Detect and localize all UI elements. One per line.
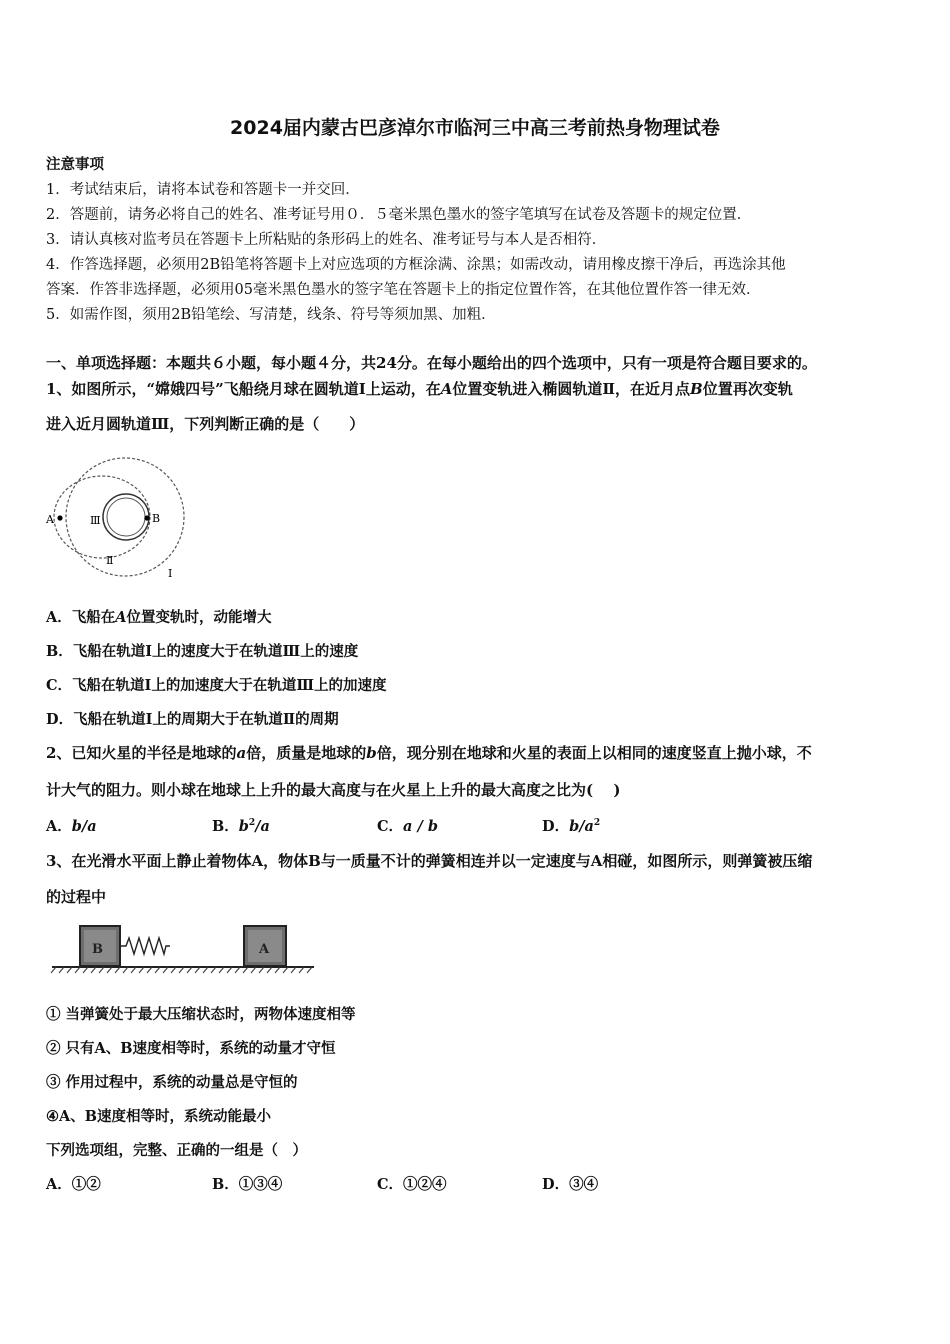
page-title: 2024届内蒙古巴彦淖尔市临河三中高三考前热身物理试卷	[230, 117, 720, 139]
q3-option-b: B．①③④	[212, 1176, 283, 1193]
q1-option-a: A．飞船在A位置变轨时，动能增大	[46, 609, 272, 626]
q2-option-b: B．$b^2/a$	[212, 818, 270, 835]
q2-stem-line1: 2、已知火星的半径是地球的a倍，质量是地球的b倍，现分别在地球和火星的表面上以相同的速度竖直上抛小球，不	[46, 744, 812, 762]
moon-circle	[103, 494, 149, 540]
q2-option-c: C．a / b	[377, 818, 438, 835]
q2-stem-line2: 计大气的阻力。则小球在地球上上升的最大高度与在火星上上升的最大高度之比为( )	[46, 781, 621, 799]
orbit-circle-iii	[107, 498, 145, 536]
q3-option-c: C．①②④	[377, 1176, 447, 1193]
notice-item: 1．考试结束后，请将本试卷和答题卡一并交回．	[46, 182, 360, 198]
block-a-label: A	[259, 942, 270, 957]
q3-stem-line1: 3、在光滑水平面上静止着物体A，物体B与一质量不计的弹簧相连并以一定速度与A相碰，如图所示，则弹簧被压缩	[46, 852, 813, 870]
point-a	[57, 515, 62, 520]
q1-stem-line2: 进入近月圆轨道Ⅲ，下列判断正确的是（ ）	[46, 415, 365, 433]
spring-blocks-diagram	[48, 918, 316, 980]
orbit-ellipse-ii	[54, 476, 150, 558]
notice-item: 4．作答选择题，必须用2B铅笔将答题卡上对应选项的方框涂满、涂黑；如需改动，请用橡皮擦干净后，再选涂其他	[46, 257, 786, 273]
q3-statement-2: ② 只有A、B速度相等时，系统的动量才守恒	[46, 1040, 336, 1057]
q3-option-a: A．①②	[46, 1176, 101, 1193]
orbit-circle-i	[66, 458, 184, 576]
q2-option-a: A．b/a	[46, 818, 97, 835]
q3-prompt: 下列选项组，完整、正确的一组是（ ）	[46, 1142, 307, 1159]
q2-option-d: D．$b/a^2$	[542, 818, 601, 835]
label-iii: Ⅲ	[90, 514, 101, 527]
q1-option-b: B．飞船在轨道Ⅰ上的速度大于在轨道Ⅲ上的速度	[46, 643, 359, 660]
point-b	[144, 515, 149, 520]
q3-statement-1: ① 当弹簧处于最大压缩状态时，两物体速度相等	[46, 1006, 356, 1023]
q3-statement-4: ④A、B速度相等时，系统动能最小	[46, 1108, 272, 1125]
spring	[120, 938, 170, 954]
notice-item: 答案．作答非选择题，必须用05毫米黑色墨水的签字笔在答题卡上的指定位置作答，在其他位置作答一律无效．	[46, 282, 761, 298]
notice-item: 5．如需作图，须用2B铅笔绘、写清楚，线条、符号等须加黑、加粗．	[46, 307, 496, 323]
q1-stem-line1: 1、如图所示，“嫦娥四号”飞船绕月球在圆轨道Ⅰ上运动，在A位置变轨进入椭圆轨道Ⅱ，在近月点B位置再次变轨	[46, 380, 793, 398]
block-b-label: B	[92, 942, 103, 957]
q1-option-d: D．飞船在轨道Ⅰ上的周期大于在轨道Ⅱ的周期	[46, 711, 339, 728]
label-b: B	[152, 512, 161, 525]
orbit-diagram	[40, 445, 200, 585]
section-heading: 一、单项选择题：本题共６小题，每小题４分，共24分。在每小题给出的四个选项中，只有一项是符合题目要求的。	[46, 354, 817, 372]
q3-statement-3: ③ 作用过程中，系统的动量总是守恒的	[46, 1074, 298, 1091]
notice-item: 2．答题前，请务必将自己的姓名、准考证号用０．５毫米黑色墨水的签字笔填写在试卷及答题卡的规定位置．	[46, 207, 752, 223]
label-i: Ⅰ	[168, 567, 173, 580]
q1-option-c: C．飞船在轨道Ⅰ上的加速度大于在轨道Ⅲ上的加速度	[46, 677, 387, 694]
q3-option-d: D．③④	[542, 1176, 599, 1193]
notice-heading: 注意事项	[46, 156, 104, 173]
label-a: A	[46, 513, 54, 526]
q3-stem-line2: 的过程中	[46, 888, 107, 906]
notice-item: 3．请认真核对监考员在答题卡上所粘贴的条形码上的姓名、准考证号与本人是否相符．	[46, 232, 607, 248]
label-ii: Ⅱ	[106, 554, 114, 567]
